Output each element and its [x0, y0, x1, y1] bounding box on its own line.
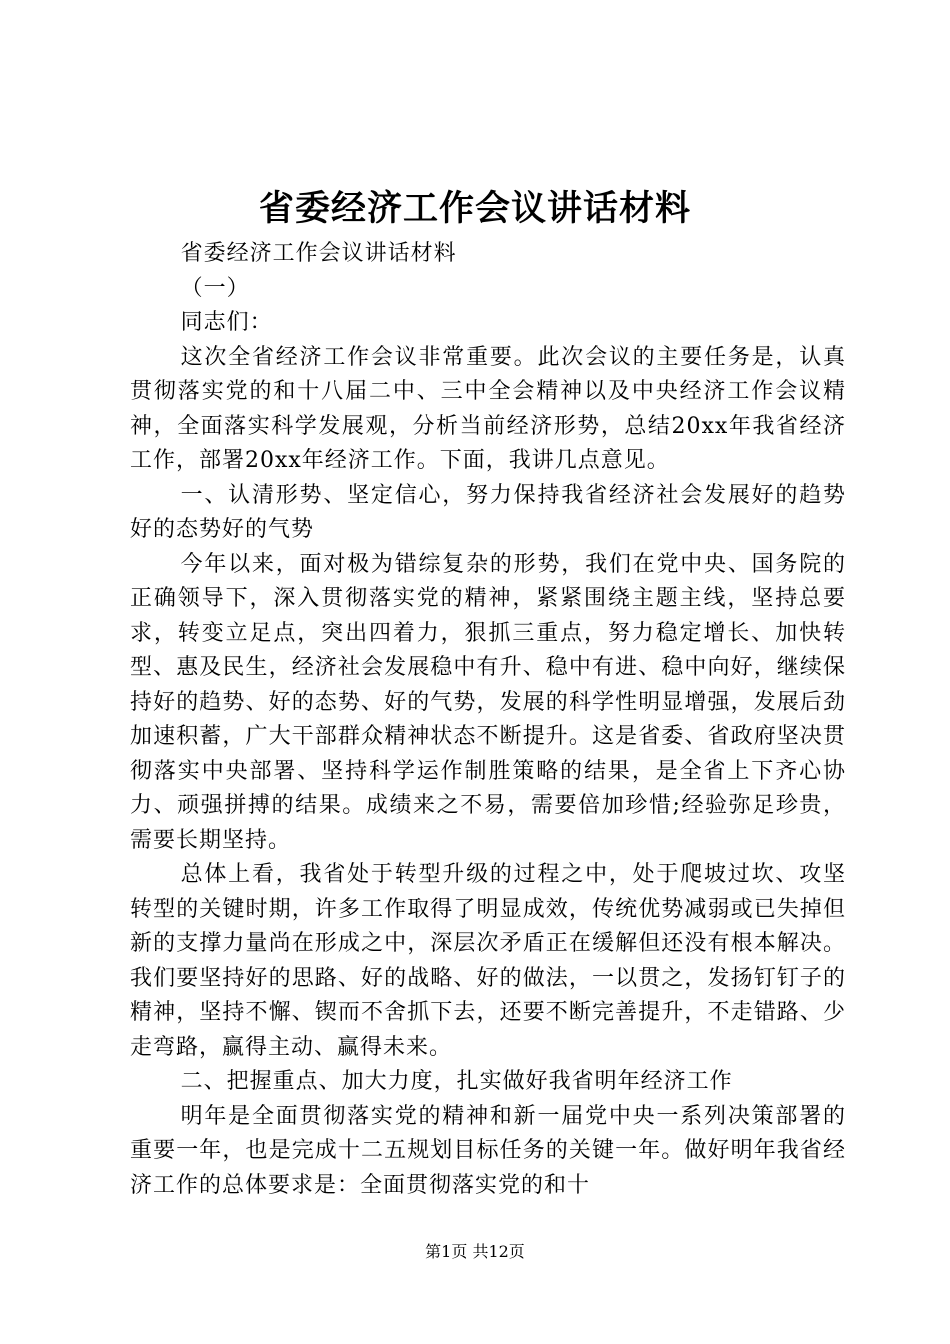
- paragraph-next-year: 明年是全面贯彻落实党的精神和新一届党中央一系列决策部署的重要一年，也是完成十二五规划目标任务的关键一年。做好明年我省经济工作的总体要求是：全面贯彻落实党的和十: [130, 1103, 846, 1198]
- paragraph-heading-one: 一、认清形势、坚定信心，努力保持我省经济社会发展好的趋势好的态势好的气势: [130, 482, 846, 542]
- paragraph-subtitle: 省委经济工作会议讲话材料: [180, 241, 457, 266]
- paragraph-review: 今年以来，面对极为错综复杂的形势，我们在党中央、国务院的正确领导下，深入贯彻落实党的精神，紧紧围绕主题主线，坚持总要求，转变立足点，突出四着力，狠抓三重点，努力稳定增长、加快转型、惠及民生，经济社会发展稳中有升、稳中有进、稳中向好，继续保持好的趋势、好的态势、好的气势，发展的科学性明显增强，发展后劲加速积蓄，广大干部群众精神状态不断提升。这是省委、省政府坚决贯彻落实中央部署、坚持科学运作制胜策略的结果，是全省上下齐心协力、顽强拼搏的结果。成绩来之不易，需要倍加珍惜;经验弥足珍贵，需要长期坚持。: [130, 551, 846, 853]
- paragraph-overview: 总体上看，我省处于转型升级的过程之中，处于爬坡过坎、攻坚转型的关键时期，许多工作取得了明显成效，传统优势减弱或已失掉但新的支撑力量尚在形成之中，深层次矛盾正在缓解但还没有根本解决。我们要坚持好的思路、好的战略、好的做法，一以贯之，发扬钉钉子的精神，坚持不懈、锲而不舍抓下去，还要不断完善提升，不走错路、少走弯路，赢得主动、赢得未来。: [130, 862, 846, 1060]
- paragraph-heading-two: 二、把握重点、加大力度，扎实做好我省明年经济工作: [180, 1069, 733, 1094]
- paragraph-salutation: 同志们：: [180, 310, 273, 335]
- document-body: [130, 237, 846, 1203]
- document-title: 省委经济工作会议讲话材料: [258, 189, 691, 229]
- page-number-footer: 第1页 共12页: [425, 1242, 525, 1261]
- paragraph-intro: 这次全省经济工作会议非常重要。此次会议的主要任务是，认真贯彻落实党的和十八届二中、三中全会精神以及中央经济工作会议精神，全面落实科学发展观，分析当前经济形势，总结20xx年我省经济工作，部署20xx年经济工作。下面，我讲几点意见。: [130, 344, 846, 473]
- paragraph-section-number: （一）: [180, 275, 250, 301]
